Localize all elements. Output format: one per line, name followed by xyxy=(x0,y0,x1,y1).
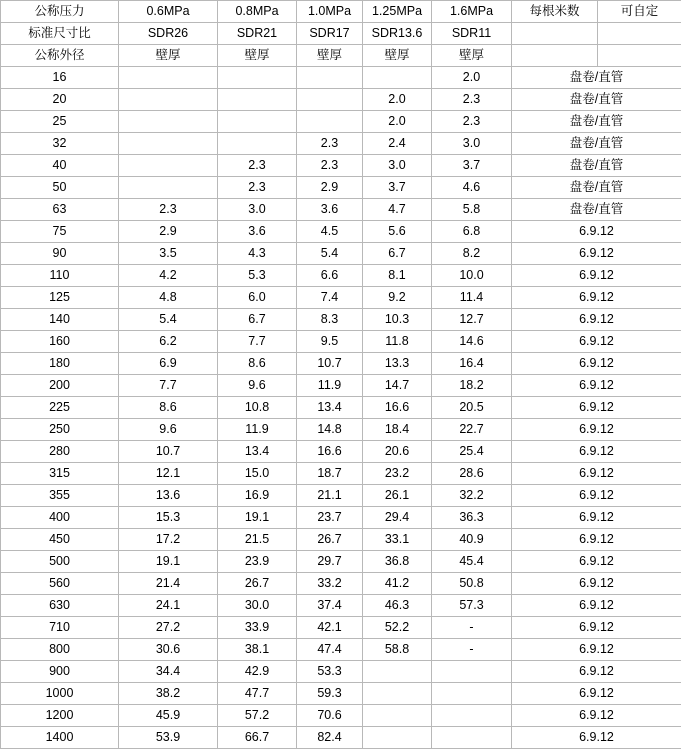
cell-wall-thickness: 18.7 xyxy=(297,463,363,485)
cell-wall-thickness: 7.4 xyxy=(297,287,363,309)
cell-wall-thickness: 7.7 xyxy=(218,331,297,353)
cell-wall-thickness: 10.0 xyxy=(432,265,512,287)
cell-wall-thickness: 4.3 xyxy=(218,243,297,265)
header-cell-blank xyxy=(598,45,681,67)
table-row xyxy=(1,133,681,155)
cell-wall-thickness: 15.0 xyxy=(218,463,297,485)
cell-wall-thickness: 6.7 xyxy=(218,309,297,331)
cell-length-per-piece: 6.9.12 xyxy=(512,287,681,309)
header-cell: 每根米数 xyxy=(512,1,598,23)
cell-nominal-diameter: 25 xyxy=(1,111,119,133)
cell-length-per-piece: 6.9.12 xyxy=(512,441,681,463)
header-cell: 公称外径 xyxy=(1,45,119,67)
table-row xyxy=(1,485,681,507)
table-header-row-wall-thickness xyxy=(1,45,681,67)
cell-wall-thickness xyxy=(432,727,512,749)
header-cell: 1.25MPa xyxy=(363,1,432,23)
cell-nominal-diameter: 140 xyxy=(1,309,119,331)
header-cell: 标准尺寸比 xyxy=(1,23,119,45)
cell-wall-thickness: 9.6 xyxy=(119,419,218,441)
cell-length-per-piece: 6.9.12 xyxy=(512,617,681,639)
cell-wall-thickness: 11.4 xyxy=(432,287,512,309)
cell-length-per-piece: 盘卷/直管 xyxy=(512,133,681,155)
cell-nominal-diameter: 900 xyxy=(1,661,119,683)
cell-length-per-piece: 6.9.12 xyxy=(512,705,681,727)
cell-wall-thickness xyxy=(119,89,218,111)
header-cell: SDR17 xyxy=(297,23,363,45)
cell-wall-thickness: 5.3 xyxy=(218,265,297,287)
table-header-row-sdr xyxy=(1,23,681,45)
cell-wall-thickness: 24.1 xyxy=(119,595,218,617)
cell-wall-thickness: 70.6 xyxy=(297,705,363,727)
cell-nominal-diameter: 400 xyxy=(1,507,119,529)
cell-wall-thickness: 33.9 xyxy=(218,617,297,639)
cell-wall-thickness: 23.2 xyxy=(363,463,432,485)
cell-wall-thickness: 5.4 xyxy=(119,309,218,331)
cell-nominal-diameter: 630 xyxy=(1,595,119,617)
cell-wall-thickness: 47.7 xyxy=(218,683,297,705)
header-cell: 壁厚 xyxy=(432,45,512,67)
cell-length-per-piece: 6.9.12 xyxy=(512,661,681,683)
cell-length-per-piece: 盘卷/直管 xyxy=(512,177,681,199)
cell-wall-thickness: 25.4 xyxy=(432,441,512,463)
cell-wall-thickness: 57.2 xyxy=(218,705,297,727)
cell-wall-thickness: 15.3 xyxy=(119,507,218,529)
cell-wall-thickness: 4.6 xyxy=(432,177,512,199)
cell-wall-thickness: 4.2 xyxy=(119,265,218,287)
cell-wall-thickness: 32.2 xyxy=(432,485,512,507)
header-cell: 0.6MPa xyxy=(119,1,218,23)
cell-nominal-diameter: 1000 xyxy=(1,683,119,705)
table-row xyxy=(1,551,681,573)
cell-nominal-diameter: 225 xyxy=(1,397,119,419)
cell-wall-thickness: 17.2 xyxy=(119,529,218,551)
cell-wall-thickness: 12.1 xyxy=(119,463,218,485)
cell-length-per-piece: 6.9.12 xyxy=(512,485,681,507)
cell-wall-thickness: 2.0 xyxy=(363,111,432,133)
cell-wall-thickness: 53.3 xyxy=(297,661,363,683)
cell-wall-thickness: 13.3 xyxy=(363,353,432,375)
cell-wall-thickness: 19.1 xyxy=(218,507,297,529)
cell-wall-thickness xyxy=(363,683,432,705)
cell-nominal-diameter: 50 xyxy=(1,177,119,199)
cell-wall-thickness: 8.1 xyxy=(363,265,432,287)
cell-nominal-diameter: 1400 xyxy=(1,727,119,749)
cell-wall-thickness xyxy=(218,89,297,111)
cell-wall-thickness: 29.4 xyxy=(363,507,432,529)
table-row xyxy=(1,155,681,177)
cell-length-per-piece: 6.9.12 xyxy=(512,243,681,265)
table-row xyxy=(1,353,681,375)
cell-wall-thickness: 42.1 xyxy=(297,617,363,639)
cell-wall-thickness: 10.7 xyxy=(119,441,218,463)
cell-wall-thickness: 45.4 xyxy=(432,551,512,573)
cell-wall-thickness: 27.2 xyxy=(119,617,218,639)
cell-wall-thickness: 6.2 xyxy=(119,331,218,353)
cell-wall-thickness: 3.0 xyxy=(218,199,297,221)
cell-wall-thickness: 2.0 xyxy=(363,89,432,111)
cell-wall-thickness xyxy=(297,111,363,133)
header-cell: SDR13.6 xyxy=(363,23,432,45)
table-row xyxy=(1,617,681,639)
cell-wall-thickness: 7.7 xyxy=(119,375,218,397)
cell-length-per-piece: 6.9.12 xyxy=(512,551,681,573)
header-cell: 壁厚 xyxy=(119,45,218,67)
cell-length-per-piece: 6.9.12 xyxy=(512,727,681,749)
cell-nominal-diameter: 16 xyxy=(1,67,119,89)
cell-wall-thickness: 6.0 xyxy=(218,287,297,309)
cell-wall-thickness: 11.9 xyxy=(297,375,363,397)
cell-wall-thickness xyxy=(218,111,297,133)
cell-length-per-piece: 6.9.12 xyxy=(512,573,681,595)
cell-wall-thickness: 42.9 xyxy=(218,661,297,683)
cell-wall-thickness: 2.3 xyxy=(432,111,512,133)
table-row xyxy=(1,419,681,441)
cell-wall-thickness: 10.8 xyxy=(218,397,297,419)
cell-wall-thickness: 50.8 xyxy=(432,573,512,595)
cell-wall-thickness: 20.6 xyxy=(363,441,432,463)
table-row xyxy=(1,331,681,353)
cell-wall-thickness: 21.5 xyxy=(218,529,297,551)
cell-length-per-piece: 6.9.12 xyxy=(512,331,681,353)
table-row xyxy=(1,639,681,661)
table-row xyxy=(1,67,681,89)
cell-wall-thickness: 6.9 xyxy=(119,353,218,375)
cell-wall-thickness: 6.8 xyxy=(432,221,512,243)
header-cell-blank xyxy=(598,23,681,45)
cell-wall-thickness xyxy=(363,705,432,727)
table-row xyxy=(1,375,681,397)
cell-nominal-diameter: 75 xyxy=(1,221,119,243)
cell-wall-thickness: 3.0 xyxy=(363,155,432,177)
table-row xyxy=(1,265,681,287)
cell-wall-thickness: 16.6 xyxy=(363,397,432,419)
cell-wall-thickness xyxy=(218,133,297,155)
cell-wall-thickness: 45.9 xyxy=(119,705,218,727)
cell-nominal-diameter: 200 xyxy=(1,375,119,397)
header-cell: 1.0MPa xyxy=(297,1,363,23)
table-row xyxy=(1,507,681,529)
cell-wall-thickness: 13.6 xyxy=(119,485,218,507)
table-row xyxy=(1,683,681,705)
cell-wall-thickness: 34.4 xyxy=(119,661,218,683)
cell-length-per-piece: 6.9.12 xyxy=(512,397,681,419)
table-row xyxy=(1,199,681,221)
header-cell: 壁厚 xyxy=(218,45,297,67)
cell-wall-thickness: 8.6 xyxy=(119,397,218,419)
header-cell-blank xyxy=(512,23,598,45)
cell-wall-thickness: 26.7 xyxy=(218,573,297,595)
cell-nominal-diameter: 710 xyxy=(1,617,119,639)
cell-length-per-piece: 盘卷/直管 xyxy=(512,111,681,133)
cell-wall-thickness: 4.8 xyxy=(119,287,218,309)
cell-wall-thickness: 6.6 xyxy=(297,265,363,287)
cell-wall-thickness xyxy=(363,67,432,89)
cell-wall-thickness: 37.4 xyxy=(297,595,363,617)
cell-wall-thickness: 16.6 xyxy=(297,441,363,463)
cell-nominal-diameter: 20 xyxy=(1,89,119,111)
cell-length-per-piece: 盘卷/直管 xyxy=(512,155,681,177)
cell-nominal-diameter: 40 xyxy=(1,155,119,177)
cell-wall-thickness: 20.5 xyxy=(432,397,512,419)
cell-wall-thickness: 36.8 xyxy=(363,551,432,573)
cell-wall-thickness: 33.1 xyxy=(363,529,432,551)
header-cell-blank xyxy=(512,45,598,67)
cell-wall-thickness: 38.2 xyxy=(119,683,218,705)
cell-wall-thickness: 2.4 xyxy=(363,133,432,155)
cell-wall-thickness: 13.4 xyxy=(218,441,297,463)
table-row xyxy=(1,309,681,331)
cell-wall-thickness: 2.3 xyxy=(218,177,297,199)
header-cell: 公称压力 xyxy=(1,1,119,23)
cell-wall-thickness: 14.6 xyxy=(432,331,512,353)
cell-wall-thickness: 40.9 xyxy=(432,529,512,551)
cell-nominal-diameter: 180 xyxy=(1,353,119,375)
table-row xyxy=(1,727,681,749)
cell-wall-thickness xyxy=(432,661,512,683)
cell-length-per-piece: 6.9.12 xyxy=(512,375,681,397)
cell-wall-thickness: 5.4 xyxy=(297,243,363,265)
cell-wall-thickness: 5.8 xyxy=(432,199,512,221)
cell-wall-thickness xyxy=(297,67,363,89)
cell-wall-thickness: 3.0 xyxy=(432,133,512,155)
cell-wall-thickness: - xyxy=(432,617,512,639)
cell-wall-thickness: 12.7 xyxy=(432,309,512,331)
cell-wall-thickness: 11.9 xyxy=(218,419,297,441)
cell-wall-thickness: 2.3 xyxy=(119,199,218,221)
cell-length-per-piece: 盘卷/直管 xyxy=(512,199,681,221)
cell-length-per-piece: 6.9.12 xyxy=(512,529,681,551)
cell-wall-thickness: 8.6 xyxy=(218,353,297,375)
cell-wall-thickness: 21.4 xyxy=(119,573,218,595)
cell-nominal-diameter: 160 xyxy=(1,331,119,353)
cell-nominal-diameter: 355 xyxy=(1,485,119,507)
cell-wall-thickness xyxy=(119,155,218,177)
cell-wall-thickness: 14.8 xyxy=(297,419,363,441)
cell-wall-thickness: 59.3 xyxy=(297,683,363,705)
header-cell: 可自定 xyxy=(598,1,681,23)
cell-wall-thickness: 22.7 xyxy=(432,419,512,441)
cell-length-per-piece: 盘卷/直管 xyxy=(512,67,681,89)
cell-wall-thickness: 2.9 xyxy=(119,221,218,243)
cell-wall-thickness: 10.7 xyxy=(297,353,363,375)
cell-wall-thickness: 3.6 xyxy=(218,221,297,243)
cell-nominal-diameter: 32 xyxy=(1,133,119,155)
cell-wall-thickness: 14.7 xyxy=(363,375,432,397)
cell-length-per-piece: 6.9.12 xyxy=(512,595,681,617)
cell-wall-thickness: - xyxy=(432,639,512,661)
cell-wall-thickness: 52.2 xyxy=(363,617,432,639)
cell-nominal-diameter: 450 xyxy=(1,529,119,551)
cell-wall-thickness: 30.6 xyxy=(119,639,218,661)
cell-wall-thickness: 26.1 xyxy=(363,485,432,507)
cell-wall-thickness: 23.9 xyxy=(218,551,297,573)
cell-wall-thickness xyxy=(363,727,432,749)
cell-length-per-piece: 6.9.12 xyxy=(512,221,681,243)
cell-wall-thickness: 9.2 xyxy=(363,287,432,309)
table-body xyxy=(1,1,681,749)
cell-nominal-diameter: 63 xyxy=(1,199,119,221)
cell-wall-thickness: 16.4 xyxy=(432,353,512,375)
cell-wall-thickness: 8.2 xyxy=(432,243,512,265)
cell-nominal-diameter: 110 xyxy=(1,265,119,287)
cell-wall-thickness: 3.6 xyxy=(297,199,363,221)
cell-wall-thickness: 36.3 xyxy=(432,507,512,529)
cell-wall-thickness: 3.5 xyxy=(119,243,218,265)
table-row xyxy=(1,89,681,111)
table-row xyxy=(1,441,681,463)
header-cell: SDR11 xyxy=(432,23,512,45)
cell-wall-thickness: 21.1 xyxy=(297,485,363,507)
header-cell: 0.8MPa xyxy=(218,1,297,23)
table-header-row-pressure xyxy=(1,1,681,23)
cell-wall-thickness: 47.4 xyxy=(297,639,363,661)
cell-wall-thickness: 33.2 xyxy=(297,573,363,595)
cell-nominal-diameter: 800 xyxy=(1,639,119,661)
cell-wall-thickness: 2.3 xyxy=(218,155,297,177)
cell-nominal-diameter: 280 xyxy=(1,441,119,463)
cell-wall-thickness xyxy=(363,661,432,683)
cell-wall-thickness: 57.3 xyxy=(432,595,512,617)
cell-wall-thickness: 53.9 xyxy=(119,727,218,749)
cell-wall-thickness xyxy=(119,67,218,89)
cell-wall-thickness: 46.3 xyxy=(363,595,432,617)
cell-wall-thickness: 2.0 xyxy=(432,67,512,89)
cell-wall-thickness: 18.4 xyxy=(363,419,432,441)
cell-wall-thickness: 2.3 xyxy=(432,89,512,111)
table-row xyxy=(1,221,681,243)
cell-wall-thickness: 4.5 xyxy=(297,221,363,243)
cell-wall-thickness: 16.9 xyxy=(218,485,297,507)
cell-nominal-diameter: 250 xyxy=(1,419,119,441)
header-cell: 1.6MPa xyxy=(432,1,512,23)
table-row xyxy=(1,529,681,551)
cell-wall-thickness: 8.3 xyxy=(297,309,363,331)
cell-wall-thickness: 58.8 xyxy=(363,639,432,661)
table-row xyxy=(1,661,681,683)
cell-wall-thickness: 41.2 xyxy=(363,573,432,595)
cell-nominal-diameter: 125 xyxy=(1,287,119,309)
table-row xyxy=(1,397,681,419)
cell-nominal-diameter: 315 xyxy=(1,463,119,485)
cell-wall-thickness xyxy=(297,89,363,111)
table-row xyxy=(1,705,681,727)
cell-nominal-diameter: 560 xyxy=(1,573,119,595)
header-cell: SDR26 xyxy=(119,23,218,45)
cell-wall-thickness: 66.7 xyxy=(218,727,297,749)
table-row xyxy=(1,243,681,265)
cell-wall-thickness: 2.9 xyxy=(297,177,363,199)
cell-nominal-diameter: 1200 xyxy=(1,705,119,727)
header-cell: 壁厚 xyxy=(297,45,363,67)
cell-wall-thickness: 2.3 xyxy=(297,133,363,155)
cell-wall-thickness: 19.1 xyxy=(119,551,218,573)
cell-wall-thickness: 29.7 xyxy=(297,551,363,573)
cell-length-per-piece: 6.9.12 xyxy=(512,639,681,661)
cell-length-per-piece: 6.9.12 xyxy=(512,507,681,529)
cell-wall-thickness: 28.6 xyxy=(432,463,512,485)
cell-wall-thickness xyxy=(119,133,218,155)
table-row xyxy=(1,573,681,595)
cell-nominal-diameter: 90 xyxy=(1,243,119,265)
cell-length-per-piece: 6.9.12 xyxy=(512,353,681,375)
header-cell: SDR21 xyxy=(218,23,297,45)
cell-wall-thickness: 4.7 xyxy=(363,199,432,221)
cell-wall-thickness xyxy=(218,67,297,89)
cell-wall-thickness: 6.7 xyxy=(363,243,432,265)
cell-wall-thickness: 26.7 xyxy=(297,529,363,551)
table-row xyxy=(1,595,681,617)
cell-wall-thickness: 38.1 xyxy=(218,639,297,661)
cell-wall-thickness: 18.2 xyxy=(432,375,512,397)
cell-wall-thickness: 3.7 xyxy=(432,155,512,177)
table-row xyxy=(1,177,681,199)
cell-wall-thickness: 3.7 xyxy=(363,177,432,199)
table-row xyxy=(1,287,681,309)
cell-wall-thickness: 30.0 xyxy=(218,595,297,617)
cell-wall-thickness xyxy=(119,111,218,133)
cell-wall-thickness: 23.7 xyxy=(297,507,363,529)
table-row xyxy=(1,463,681,485)
cell-length-per-piece: 6.9.12 xyxy=(512,683,681,705)
cell-wall-thickness: 10.3 xyxy=(363,309,432,331)
header-cell: 壁厚 xyxy=(363,45,432,67)
cell-wall-thickness xyxy=(432,705,512,727)
cell-wall-thickness: 9.5 xyxy=(297,331,363,353)
cell-length-per-piece: 6.9.12 xyxy=(512,265,681,287)
cell-wall-thickness: 11.8 xyxy=(363,331,432,353)
cell-wall-thickness xyxy=(432,683,512,705)
cell-length-per-piece: 6.9.12 xyxy=(512,309,681,331)
cell-nominal-diameter: 500 xyxy=(1,551,119,573)
table-row xyxy=(1,111,681,133)
cell-length-per-piece: 6.9.12 xyxy=(512,419,681,441)
cell-wall-thickness xyxy=(119,177,218,199)
cell-wall-thickness: 9.6 xyxy=(218,375,297,397)
cell-length-per-piece: 6.9.12 xyxy=(512,463,681,485)
cell-wall-thickness: 2.3 xyxy=(297,155,363,177)
cell-length-per-piece: 盘卷/直管 xyxy=(512,89,681,111)
cell-wall-thickness: 13.4 xyxy=(297,397,363,419)
cell-wall-thickness: 82.4 xyxy=(297,727,363,749)
cell-wall-thickness: 5.6 xyxy=(363,221,432,243)
